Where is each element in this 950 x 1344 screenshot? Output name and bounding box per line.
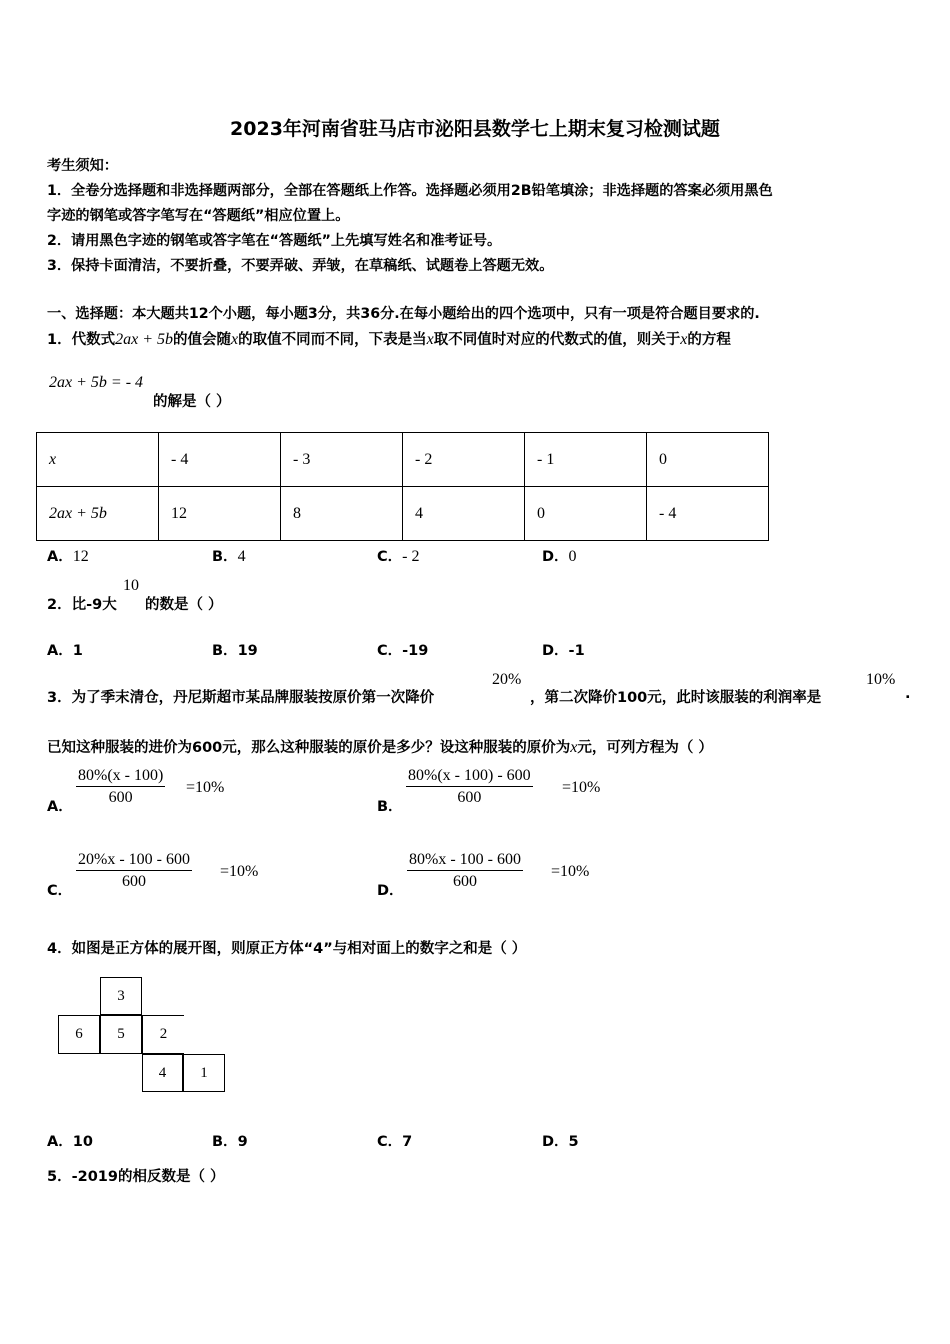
q1-option-a[interactable]: A．12: [47, 548, 89, 565]
q1-option-d[interactable]: D．0: [542, 548, 577, 565]
q3-option-a-label[interactable]: A．: [47, 799, 73, 815]
q3-text-a: 3．为了季末清仓，丹尼斯超市某品牌服装按原价第一次降价: [47, 690, 435, 706]
notice-line-1b: 字迹的钢笔或答字笔写在“答题纸”相应位置上。: [47, 208, 350, 224]
q3-percent-2: 10%: [866, 671, 896, 688]
q1-text-1: 1．代数式: [47, 332, 116, 348]
table-cell: 4: [403, 487, 525, 541]
q3-option-d-rhs: =10%: [551, 863, 590, 880]
q1-text-5: 的方程: [687, 332, 731, 348]
q2-option-c[interactable]: C．-19: [377, 643, 429, 659]
q2-option-a[interactable]: A．1: [47, 643, 83, 659]
q4-stem: 4．如图是正方体的展开图，则原正方体“4”与相对面上的数字之和是（ ）: [47, 941, 527, 957]
table-cell: - 4: [647, 487, 769, 541]
table-cell: 0: [647, 433, 769, 487]
q1-option-c[interactable]: C．- 2: [377, 548, 420, 565]
q3-option-b-rhs: =10%: [562, 779, 601, 796]
table-cell: - 2: [403, 433, 525, 487]
q2-text-a: 2．比-9大: [47, 597, 117, 613]
table-cell: x: [37, 433, 159, 487]
q1-variable-x-3: x: [680, 331, 688, 348]
q3-option-c-rhs: =10%: [220, 863, 259, 880]
notice-heading: 考生须知：: [47, 158, 118, 174]
table-row: [37, 487, 769, 541]
page-title: 2023年河南省驻马店市泌阳县数学七上期末复习检测试题: [230, 118, 720, 140]
q1-equation: 2ax + 5b = - 4: [49, 374, 144, 391]
q1-text-4: 取不同值时对应的代数式的值，则关于: [433, 332, 681, 348]
cube-face: 6: [58, 1015, 100, 1054]
table-cell: - 3: [281, 433, 403, 487]
q3-option-a-rhs: =10%: [186, 779, 225, 796]
q1-expression: 2ax + 5b: [115, 331, 173, 348]
q1-value-table: [36, 432, 769, 541]
q3-variable-x: x: [570, 739, 578, 756]
cube-face: 1: [183, 1054, 225, 1092]
q4-option-b[interactable]: B．9: [212, 1134, 248, 1150]
q1-text-6: 的解是（ ）: [153, 394, 231, 410]
cube-face: 5: [100, 1015, 142, 1054]
cube-face: 2: [142, 1015, 184, 1054]
q1-variable-x-2: x: [426, 331, 434, 348]
question-1-stem: [47, 328, 731, 349]
q3-period: .: [905, 686, 911, 702]
q1-option-b[interactable]: B．4: [212, 548, 246, 565]
q4-option-a[interactable]: A．10: [47, 1134, 93, 1150]
q3-percent-1: 20%: [492, 671, 522, 688]
q4-option-d[interactable]: D．5: [542, 1134, 579, 1150]
q2-option-d[interactable]: D．-1: [542, 643, 585, 659]
q2-option-b[interactable]: B．19: [212, 643, 258, 659]
q3-line-2: 已知这种服装的进价为600元，那么这种服装的原价是多少？设这种服装的原价为x元，可列方程为（ ）: [47, 739, 713, 756]
q1-variable-x: x: [231, 331, 239, 348]
q1-text-2: 的值会随: [173, 332, 231, 348]
q3-option-d-fraction: $\frac{80\%x - 100 - 600}{600}$: [409, 851, 521, 890]
notice-line-1: 1．全卷分选择题和非选择题两部分，全部在答题纸上作答。选择题必须用2B铅笔填涂；非选择题的答案必须用黑色: [47, 183, 773, 199]
q4-option-c[interactable]: C．7: [377, 1134, 413, 1150]
q3-option-b-fraction: $\frac{80\%(x - 100) - 600}{600}$: [408, 767, 531, 806]
q3-text-b: ，第二次降价100元，此时该服装的利润率是: [530, 690, 822, 706]
cube-face: 3: [100, 977, 142, 1015]
table-cell: - 1: [525, 433, 647, 487]
q3-option-c-fraction: $\frac{20\%x - 100 - 600}{600}$: [78, 851, 190, 890]
q3-option-b-label[interactable]: B．: [377, 799, 403, 815]
table-cell: 8: [281, 487, 403, 541]
q3-option-d-label[interactable]: D．: [377, 883, 404, 899]
q5-stem: 5．-2019的相反数是（ ）: [47, 1169, 225, 1185]
table-cell: 0: [525, 487, 647, 541]
q2-text-b: 的数是（ ）: [145, 597, 223, 613]
table-row: [37, 433, 769, 487]
notice-line-3: 3．保持卡面清洁，不要折叠，不要弄破、弄皱，在草稿纸、试题卷上答题无效。: [47, 258, 554, 274]
cube-face: 4: [142, 1054, 183, 1092]
q3-option-a-fraction: $\frac{80\%(x - 100)}{600}$: [78, 767, 164, 806]
q3-option-c-label[interactable]: C．: [47, 883, 73, 899]
q2-superscript: 10: [123, 577, 139, 594]
table-cell: 2ax + 5b: [37, 487, 159, 541]
notice-line-2: 2．请用黑色字迹的钢笔或答字笔在“答题纸”上先填写姓名和准考证号。: [47, 233, 502, 249]
section-heading: 一、选择题：本大题共12个小题，每小题3分，共36分.在每小题给出的四个选项中，只有一项是符合题目要求的.: [47, 306, 760, 322]
table-cell: - 4: [159, 433, 281, 487]
table-cell: 12: [159, 487, 281, 541]
q1-text-3: 的取值不同而不同，下表是当: [238, 332, 427, 348]
